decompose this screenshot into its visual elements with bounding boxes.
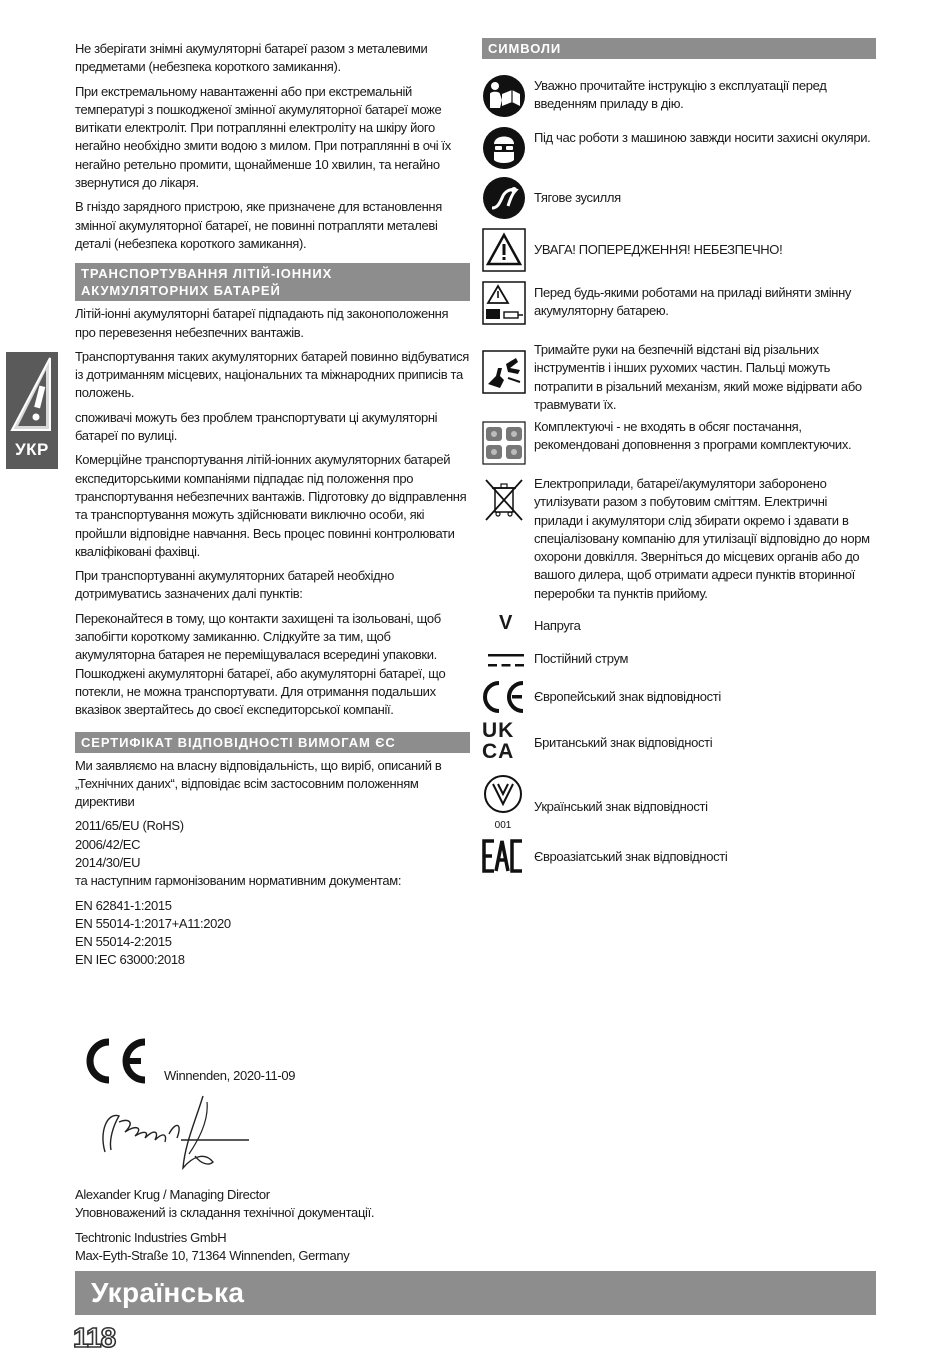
read-manual-icon [482,74,526,118]
section-heading-transport: ТРАНСПОРТУВАННЯ ЛІТІЙ-ІОННИХ АКУМУЛЯТОРНИХ БАТАРЕЙ [75,263,470,301]
ce-mark-icon [482,680,526,714]
company-name: Techtronic Industries GmbH [75,1229,227,1245]
paragraph: В гніздо зарядного пристрою, яке призначене для встановлення змінної акумуляторної батареї, не повинні потрапляти металеві деталі (небезпека короткого замикання). [75,199,442,251]
symbol-description: Британський знак відповідності [534,735,713,750]
accessories-icon [482,421,526,465]
safety-goggles-icon [482,126,526,170]
pulling-force-icon [482,176,526,220]
standard-item: EN 55014-1:2017+A11:2020 [75,915,231,931]
symbol-description: Український знак відповідності [534,799,708,814]
section-heading-certificate: СЕРТИФІКАТ ВІДПОВІДНОСТІ ВИМОГАМ ЄС [75,732,470,753]
ukca-mark-icon: UK CA [482,719,515,763]
language-code: УКР [15,440,49,459]
remove-battery-icon [482,281,526,325]
symbol-description: Євроазіатський знак відповідності [534,849,728,864]
footer-language: Українська [91,1277,245,1308]
paragraph: Літій-іонні акумуляторні батареї підпадають під законоположення про перевезення небезпечних вантажів. [75,306,449,340]
crossed-bin-icon [482,476,526,524]
right-column [482,38,876,864]
symbol-description: Електроприлади, батареї/акумулятори заборонено утилізувати разом з побутовим сміттям. Електричні прилади і акумулятори слід збирати окремо і здавати в спеціалізовану компанію для утилізації відповідно до норм охорони довкілля. Зверніться до місцевих органів або до вашого дилера, щоб отримати адреси пунктів вторинної переробки та пунктів прийому. [534,476,870,601]
directive-item: 2014/30/EU [75,854,141,870]
eac-mark-icon [482,838,526,874]
language-side-tab [6,352,58,469]
footer-language-bar [75,1271,876,1315]
company-address: Max-Eyth-Straße 10, 71364 Winnenden, Germany [75,1247,350,1263]
paragraph: Комерційне транспортування літій-іонних акумуляторних батарей експедиторськими компаніями підпадає під положення про транспортування небезпечних вантажів. Підготовку до відправлення та транспортування можуть здійснювати виключно особи, які пройшли відповідне навчання. Весь процес повинні контролювати кваліфіковані фахівці. [75,452,467,559]
left-column [75,40,470,970]
paragraph: та наступним гармонізованим нормативним документам: [75,873,402,889]
paragraph: Транспортування таких акумуляторних батарей повинно відбуватися із дотриманням місцевих, національних та міжнародних приписів та положень. [75,348,469,401]
signer-name: Alexander Krug / Managing Director [75,1187,270,1202]
page-number: 118 [73,1322,116,1353]
keep-hands-away-icon [482,350,526,394]
symbol-description: Уважно прочитайте інструкцію з експлуатації перед введенням приладу в дію. [534,78,827,112]
authorized-note: Уповноважений із складання технічної документації. [75,1205,375,1221]
symbol-description: Під час роботи з машиною завжди носити захисні окуляри. [534,130,871,145]
warning-triangle-icon [6,356,58,440]
place-date: Winnenden, 2020-11-09 [164,1068,296,1083]
voltage-icon: V [499,612,513,634]
paragraph: При екстремальному навантаженні або при екстремальній температурі з пошкодженої змінної акумуляторної батареї може витікати електроліт. При потраплянні електроліту на шкіру його негайно необхідно змити водою з милом. При потраплянні в очі їх негайно ретельно промити, щонайменше 10 хвилин, та негайно звернутися до лікаря. [75,83,451,191]
symbol-description: Європейський знак відповідності [534,689,721,704]
warning-triangle-icon [482,228,526,272]
signature-image [85,1092,255,1172]
paragraph: Переконайтеся в тому, що контакти захищені та ізольовані, щоб запобігти короткому замиканню. Слідкуйте за тим, щоб акумуляторна батарея не переміщувалася всередині упаковки. Пошкоджені акумуляторні батареї, або акумуляторні батареї, що потекли, не можна транспортувати. Для отримання подальших вказівок звертайтесь до своєї експедиторської компанії. [75,610,446,718]
symbol-description: Тягове зусилля [534,190,621,205]
svg-text:001: 001 [494,820,512,831]
ukrainian-mark-icon [482,770,526,832]
section-heading-symbols: СИМВОЛИ [482,38,876,59]
standard-item: EN IEC 63000:2018 [75,952,185,968]
symbol-description: Напруга [534,618,581,633]
symbol-description: Перед будь-якими роботами на приладі вийняти змінну акумуляторну батарею. [534,285,852,319]
symbol-description: Тримайте руки на безпечній відстані від різальних інструментів і інших рухомих частин. Пальці можуть потрапити в різальний механізм, який може відірвати або травмувати їх. [534,342,862,412]
symbol-description: Постійний струм [534,651,629,666]
paragraph: Ми заявляємо на власну відповідальність, що виріб, описаний в „Технічних даних“, відповідає всім застосовним положенням директиви [75,757,442,810]
paragraph: При транспортуванні акумуляторних батарей необхідно дотримуватись зазначених далі пунктів: [75,568,395,602]
direct-current-icon [482,648,526,674]
paragraph: Не зберігати знімні акумуляторні батареї разом з металевими предметами (небезпека короткого замикання). [75,41,428,75]
standard-item: EN 55014-2:2015 [75,934,172,950]
directive-item: 2006/42/EC [75,836,141,852]
ce-mark-icon [79,1036,151,1086]
standard-item: EN 62841-1:2015 [75,897,172,913]
paragraph: споживачі можуть без проблем транспортувати ці акумуляторні батареї по вулиці. [75,409,438,444]
symbol-description: УВАГА! ПОПЕРЕДЖЕННЯ! НЕБЕЗПЕЧНО! [534,242,783,257]
symbol-description: Комплектуючі - не входять в обсяг постачання, рекомендовані доповнення з програми комплектуючих. [534,419,852,453]
directive-item: 2011/65/EU (RoHS) [75,818,184,834]
